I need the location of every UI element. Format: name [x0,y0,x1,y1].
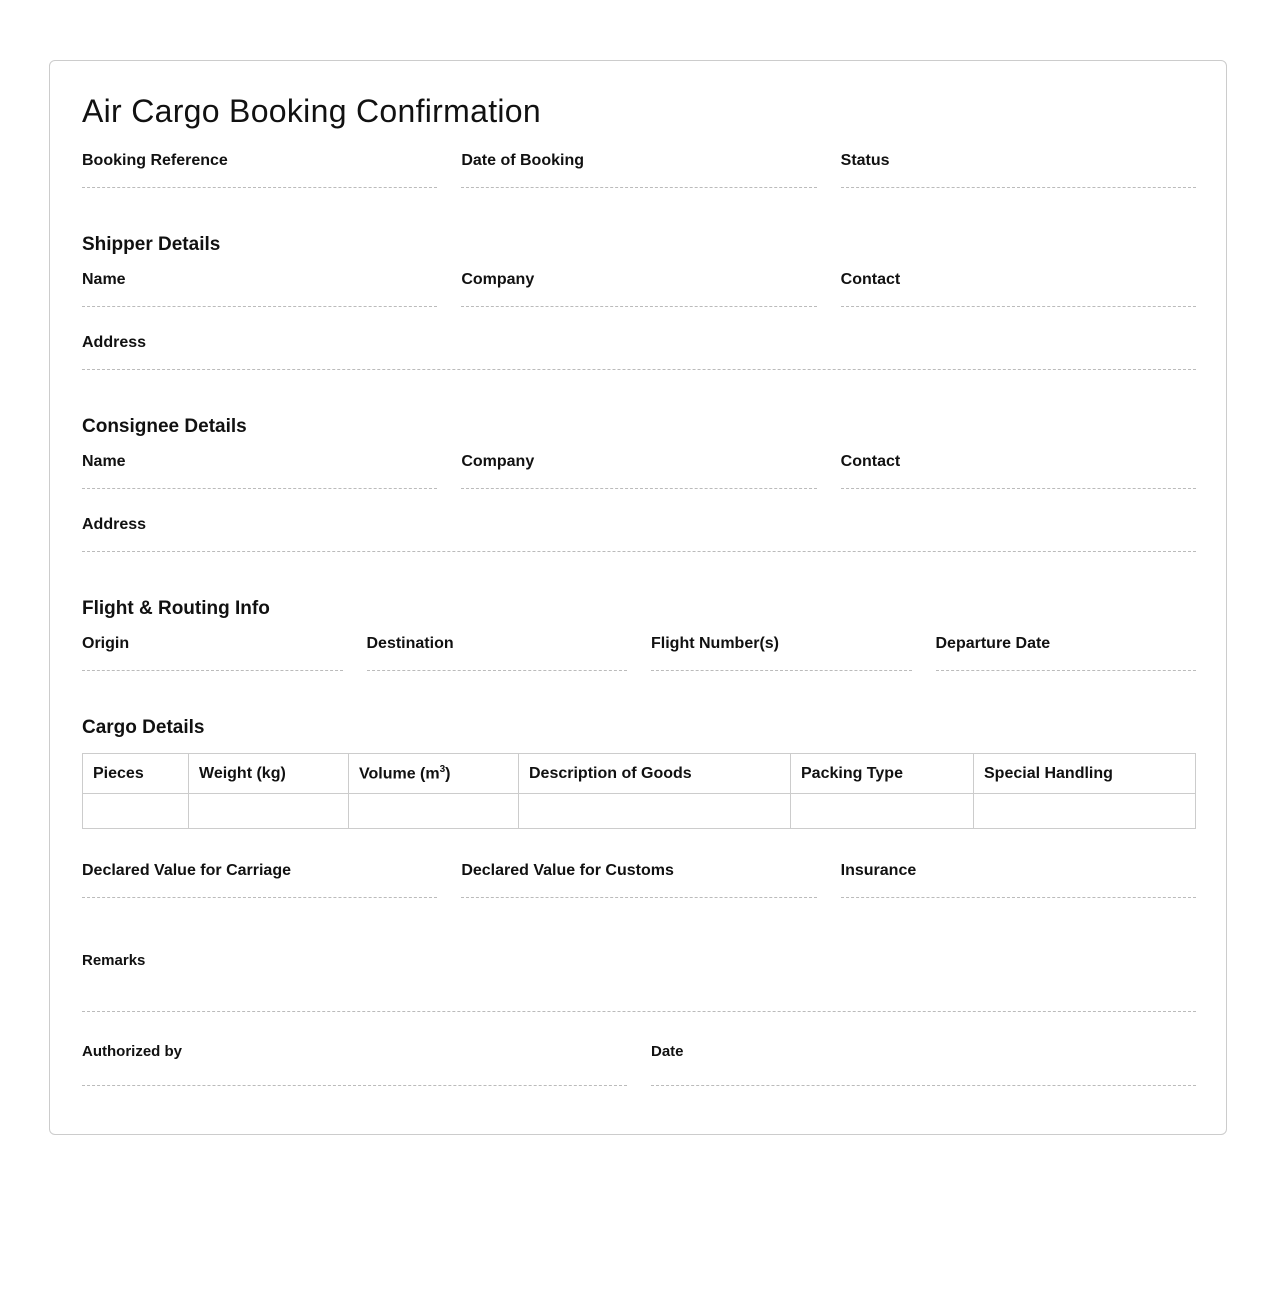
field-label: Declared Value for Carriage [82,862,291,879]
consignee-address-row [82,515,1196,552]
field-label: Contact [840,271,901,288]
column-header-volume [349,754,519,794]
field-label: Insurance [840,862,917,879]
field-label: Authorized by [82,1043,182,1060]
shipper-heading: Shipper Details [82,234,221,255]
cargo-table [82,753,1196,829]
field-label: Name [82,453,126,470]
volume-label: Volume (m [359,765,440,783]
input-line[interactable] [82,897,437,898]
field-label: Declared Value for Customs [461,862,674,879]
insurance-field[interactable] [841,861,1196,898]
declared-values-row [82,861,1196,898]
input-line[interactable] [841,897,1196,898]
input-line[interactable] [82,670,343,671]
column-header-packing-type: Packing Type [791,754,974,794]
cargo-heading: Cargo Details [82,717,205,738]
field-label: Address [82,516,147,533]
column-header-special-handling: Special Handling [974,754,1196,794]
field-label: Company [461,271,535,288]
input-line[interactable] [461,488,816,489]
field-label: Date [651,1043,684,1060]
origin-field[interactable] [82,634,343,671]
field-label: Flight Number(s) [651,635,779,652]
table-cell[interactable] [791,794,974,829]
booking-reference-field[interactable] [82,151,437,188]
booking-form-card [49,60,1227,1135]
shipper-address-field[interactable] [82,333,1196,370]
consignee-contact-field[interactable] [841,452,1196,489]
consignee-company-field[interactable] [461,452,816,489]
volume-close: ) [445,765,451,783]
input-line[interactable] [367,670,628,671]
table-row [83,794,1196,829]
remarks-row [82,951,1196,1012]
flight-number-field[interactable] [651,634,912,671]
consignee-heading: Consignee Details [82,416,247,437]
input-line[interactable] [841,488,1196,489]
volume-superscript: 3 [439,763,446,775]
field-label: Destination [366,635,454,652]
departure-date-field[interactable] [936,634,1197,671]
field-label: Remarks [82,952,146,969]
input-line[interactable] [82,551,1196,552]
page-title: Air Cargo Booking Confirmation [82,93,541,129]
input-line[interactable] [841,187,1196,188]
table-cell[interactable] [349,794,519,829]
input-line[interactable] [841,306,1196,307]
field-label: Departure Date [935,635,1051,652]
shipper-company-field[interactable] [461,270,816,307]
declared-value-carriage-field[interactable] [82,861,437,898]
date-of-booking-field[interactable] [461,151,816,188]
table-cell[interactable] [974,794,1196,829]
declared-value-customs-field[interactable] [461,861,816,898]
input-line[interactable] [82,369,1196,370]
column-header-description: Description of Goods [519,754,791,794]
destination-field[interactable] [367,634,628,671]
field-label: Date of Booking [461,152,584,169]
shipper-row [82,270,1196,307]
input-line[interactable] [461,306,816,307]
signature-row [82,1042,1196,1086]
input-line[interactable] [461,897,816,898]
consignee-row [82,452,1196,489]
table-header-row [83,754,1196,794]
field-label: Contact [840,453,901,470]
table-cell[interactable] [189,794,349,829]
field-label: Name [82,271,126,288]
table-cell[interactable] [83,794,189,829]
input-line[interactable] [936,670,1197,671]
remarks-field[interactable] [82,951,1196,1012]
input-line[interactable] [82,1085,627,1086]
signature-date-field[interactable] [651,1042,1196,1086]
input-line[interactable] [651,670,912,671]
input-line[interactable] [82,306,437,307]
field-label: Origin [82,635,130,652]
consignee-address-field[interactable] [82,515,1196,552]
field-label: Booking Reference [82,152,228,169]
column-header-weight: Weight (kg) [189,754,349,794]
field-label: Status [840,152,890,169]
flight-heading: Flight & Routing Info [82,598,270,619]
table-cell[interactable] [519,794,791,829]
field-label: Company [461,453,535,470]
field-label: Address [82,334,147,351]
input-line[interactable] [651,1085,1196,1086]
flight-row [82,634,1196,671]
shipper-contact-field[interactable] [841,270,1196,307]
header-fields [82,151,1196,188]
status-field[interactable] [841,151,1196,188]
consignee-name-field[interactable] [82,452,437,489]
input-line[interactable] [82,1011,1196,1012]
input-line[interactable] [461,187,816,188]
input-line[interactable] [82,187,437,188]
input-line[interactable] [82,488,437,489]
shipper-name-field[interactable] [82,270,437,307]
authorized-by-field[interactable] [82,1042,627,1086]
shipper-address-row [82,333,1196,370]
column-header-pieces: Pieces [83,754,189,794]
